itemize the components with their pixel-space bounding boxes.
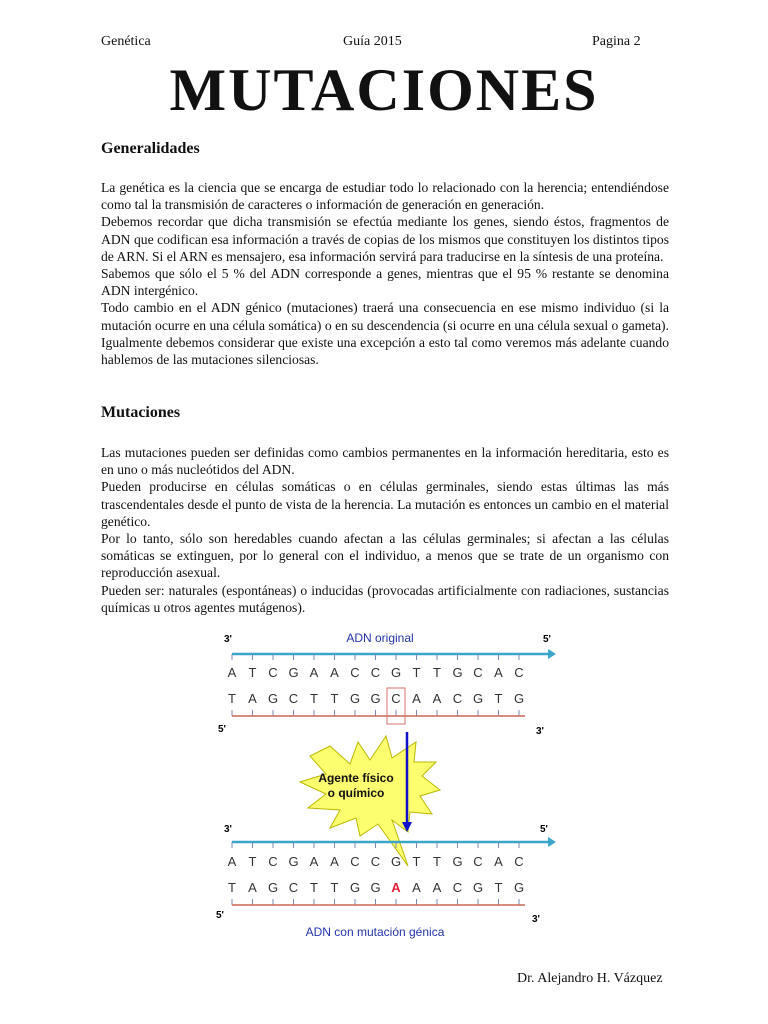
original-top-base: C xyxy=(268,665,278,680)
page-title: MUTACIONES xyxy=(169,57,599,123)
original-bottom-base: G xyxy=(472,691,484,706)
mutated-bottom-base: G xyxy=(513,880,525,895)
original-dna-label: ADN original xyxy=(346,631,414,645)
paragraph: La genética es la ciencia que se encarga de estudiar todo lo relacionado con la herencia; entendiéndose como tal la transmisión de caracteres o información de generación en generación. xyxy=(101,180,669,213)
original-bottom-base: G xyxy=(349,691,361,706)
original-top-base: G xyxy=(390,665,402,680)
original-bottom-base: T xyxy=(310,691,318,706)
mutated-dna-label: ADN con mutación génica xyxy=(305,925,445,939)
original-top-base: C xyxy=(370,665,381,680)
mutated-top-base: A xyxy=(494,854,503,869)
author-footer: Dr. Alejandro H. Vázquez xyxy=(517,971,663,986)
original-top-base: A xyxy=(309,665,319,680)
mutated-top-base: A xyxy=(330,854,339,869)
paragraph: Sabemos que sólo el 5 % del ADN corresponde a genes, mientras que el 95 % restante se denomina ADN intergénico. xyxy=(101,266,669,299)
original-bottom-base: G xyxy=(513,691,525,706)
paragraph: Pueden ser: naturales (espontáneas) o inducidas (provocadas artificialmente con radiaciones, sustancias químicas u otros agentes mutágenos). xyxy=(101,582,669,615)
original-top-base: A xyxy=(494,665,503,680)
agent-label-line1: Agente físico xyxy=(318,771,394,785)
header-subject: Genética xyxy=(101,34,151,49)
section-body-mutaciones xyxy=(101,444,669,616)
end-label-5-lower: 5' xyxy=(540,824,548,835)
mutated-top-base: T xyxy=(248,854,257,869)
mutated-bottom-base: G xyxy=(472,880,484,895)
mutated-bottom-base: G xyxy=(267,880,279,895)
original-bottom-base: G xyxy=(370,691,381,706)
mutated-top-base: C xyxy=(370,854,381,869)
section-body-generalidades xyxy=(101,179,669,368)
original-bottom-base: T xyxy=(228,691,236,706)
end-label-5-mid: 5' xyxy=(218,724,226,735)
mutated-top-base: G xyxy=(452,854,463,869)
original-top-base: G xyxy=(452,665,463,680)
mutated-top-base: T xyxy=(433,854,441,869)
paragraph: Todo cambio en el ADN génico (mutaciones) traerá una consecuencia en ese mismo individuo (si la mutación ocurre en una célula somática) o en su descendencia (si ocurre en una célula sexual o gameta). Igualmente debemos considerar que existe una excepción a esto tal como veremos más adelante cuando hablemos de las mutaciones silenciosas. xyxy=(101,300,669,368)
end-label-3-lower: 3' xyxy=(224,824,232,835)
original-top-base: C xyxy=(350,665,360,680)
mutated-bottom-base: T xyxy=(330,880,339,895)
original-top-base: T xyxy=(433,665,441,680)
header-guide: Guía 2015 xyxy=(343,34,402,49)
original-top-base: G xyxy=(288,665,299,680)
mutated-bottom-base: C xyxy=(288,880,299,895)
agent-label-line2: o químico xyxy=(327,786,385,800)
original-top-base: A xyxy=(330,665,339,680)
original-bottom-base: T xyxy=(494,691,503,706)
original-bottom-base: C xyxy=(452,691,463,706)
mutated-top-base: C xyxy=(268,854,278,869)
paragraph: Debemos recordar que dicha transmisión se efectúa mediante los genes, siendo éstos, fragmentos de ADN que codifican esa información a través de copias de los mismos que constituyen los distintos tipos de ARN. Si el ARN es mensajero, esa información servirá para traducirse en la síntesis de una proteína. xyxy=(101,214,669,264)
mutated-bottom-base: A xyxy=(391,880,401,895)
mutated-top-base: C xyxy=(473,854,483,869)
mutated-bottom-base: T xyxy=(228,880,236,895)
original-top-base: A xyxy=(227,665,237,680)
section-heading-mutaciones: Mutaciones xyxy=(101,404,181,421)
original-bottom-base: G xyxy=(267,691,279,706)
mutated-bottom-base: C xyxy=(452,880,463,895)
mutated-top-base: G xyxy=(390,854,402,869)
header-page-number: Pagina 2 xyxy=(592,34,641,49)
paragraph: Las mutaciones pueden ser definidas como cambios permanentes en la información hereditaria, esto es en uno o más nucleótidos del ADN. xyxy=(101,445,669,478)
original-bottom-base: A xyxy=(248,691,257,706)
end-label-3-bottom: 3' xyxy=(532,914,540,925)
original-top-base: C xyxy=(473,665,483,680)
mutated-top-base: T xyxy=(412,854,421,869)
mutated-bottom-base: A xyxy=(432,880,442,895)
original-bottom-base: T xyxy=(330,691,339,706)
section-heading-generalidades: Generalidades xyxy=(101,140,200,157)
mutated-bottom-base: A xyxy=(412,880,421,895)
mutated-top-base: C xyxy=(350,854,360,869)
end-label-5-top: 5' xyxy=(543,634,551,645)
original-top-base: T xyxy=(412,665,421,680)
mutated-top-base: A xyxy=(309,854,319,869)
original-top-base: C xyxy=(514,665,524,680)
original-bottom-base: C xyxy=(391,691,401,706)
original-bottom-base: A xyxy=(432,691,442,706)
mutated-top-base: G xyxy=(288,854,299,869)
paragraph: Por lo tanto, sólo son heredables cuando afectan a las células germinales; si afectan a las células somáticas se extinguen, por lo general con el individuo, a menos que se trate de un organismo con reproducción asexual. xyxy=(101,531,669,581)
mutated-bottom-base: T xyxy=(310,880,318,895)
mutated-bottom-base: T xyxy=(494,880,503,895)
end-label-5-bottom: 5' xyxy=(216,910,224,921)
original-top-base: T xyxy=(248,665,257,680)
mutated-bottom-base: G xyxy=(370,880,381,895)
lightning-burst-icon xyxy=(300,736,440,866)
end-label-3-top: 3' xyxy=(224,634,232,645)
mutated-top-base: C xyxy=(514,854,524,869)
end-label-3-mid: 3' xyxy=(536,726,544,737)
mutated-bottom-base: A xyxy=(248,880,257,895)
paragraph: Pueden producirse en células somáticas o en células germinales, siendo estas últimas las más trascendentales desde el punto de vista de la herencia. La mutación es entonces un cambio en el material genético. xyxy=(101,479,669,529)
original-bottom-base: A xyxy=(412,691,421,706)
original-bottom-base: C xyxy=(288,691,299,706)
mutated-top-backbone-arrow-icon xyxy=(548,837,556,847)
original-top-backbone-arrow-icon xyxy=(548,649,556,659)
mutated-top-base: A xyxy=(227,854,237,869)
mutation-diagram xyxy=(210,624,570,944)
mutated-bottom-base: G xyxy=(349,880,361,895)
